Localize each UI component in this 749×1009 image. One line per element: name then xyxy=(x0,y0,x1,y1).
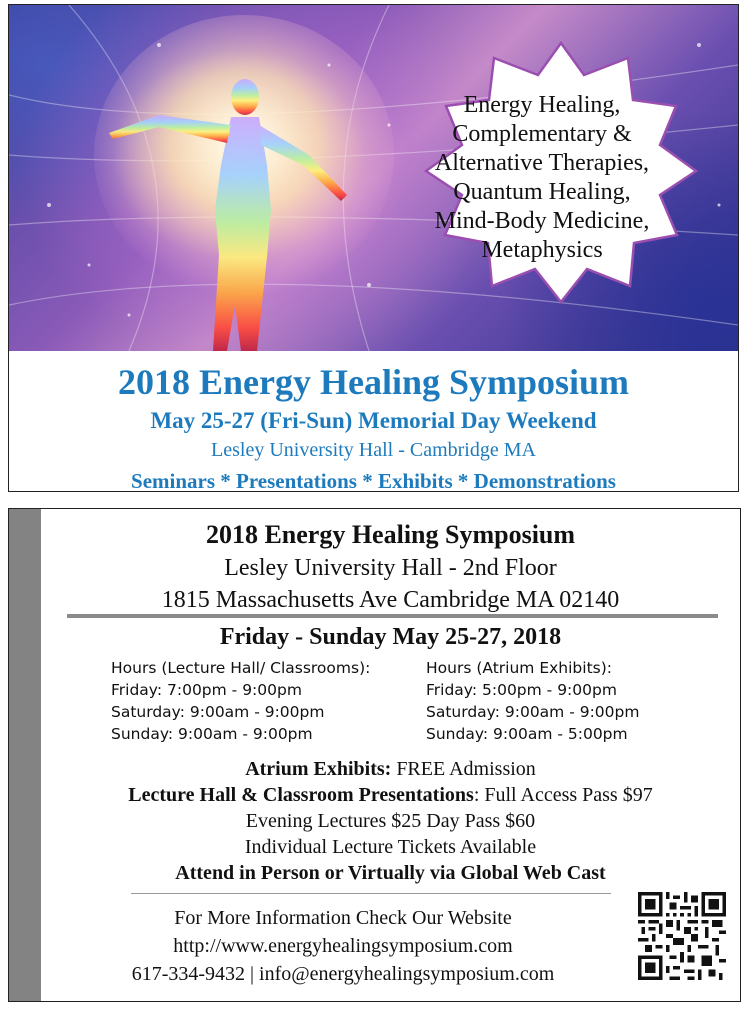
exhibits-label: Atrium Exhibits: xyxy=(245,758,392,780)
burst-line: Energy Healing, xyxy=(463,92,621,118)
qr-code-icon xyxy=(638,892,726,980)
divider xyxy=(131,893,611,894)
details-dates: Friday - Sunday May 25-27, 2018 xyxy=(219,624,562,650)
hours-atrium xyxy=(426,657,639,745)
hours-lecture xyxy=(111,657,370,745)
hours-saturday: Saturday: 9:00am - 9:00pm xyxy=(111,703,325,721)
contact-heading: For More Information Check Our Website xyxy=(174,907,512,929)
top-card xyxy=(8,4,739,492)
details-title: 2018 Energy Healing Symposium xyxy=(205,520,576,549)
burst-line: Metaphysics xyxy=(481,237,603,263)
starburst-text xyxy=(407,91,677,265)
hours-sunday: Sunday: 9:00am - 9:00pm xyxy=(111,725,313,743)
hours-friday: Friday: 7:00pm - 9:00pm xyxy=(111,681,302,699)
details-hall: Lesley University Hall - 2nd Floor xyxy=(224,555,557,581)
exhibits-value: FREE Admission xyxy=(391,758,536,780)
header-block xyxy=(9,353,738,492)
hours-saturday: Saturday: 9:00am - 9:00pm xyxy=(426,703,640,721)
burst-line: Quantum Healing, xyxy=(453,179,631,205)
event-dates: May 25-27 (Fri-Sun) Memorial Day Weekend xyxy=(150,408,597,433)
hours-sunday: Sunday: 9:00am - 5:00pm xyxy=(426,725,628,743)
side-bar xyxy=(9,509,41,1001)
divider xyxy=(67,614,718,618)
exhibits-line xyxy=(41,756,740,782)
details-address: 1815 Massachusetts Ave Cambridge MA 02140 xyxy=(161,587,620,613)
evening-line: Evening Lectures $25 Day Pass $60 xyxy=(245,810,536,832)
hours-heading: Hours (Lecture Hall/ Classrooms): xyxy=(111,659,371,677)
details-content xyxy=(41,509,740,1001)
details-card xyxy=(8,508,741,1002)
website-link[interactable]: http://www.energyhealingsymposium.com xyxy=(173,935,513,957)
lecture-line xyxy=(41,782,740,808)
individual-line: Individual Lecture Tickets Available xyxy=(244,836,537,858)
contact-block xyxy=(63,904,623,988)
hero-image xyxy=(9,5,738,351)
phone-email[interactable]: 617-334-9432 | info@energyhealingsymposium.com xyxy=(131,963,555,985)
burst-line: Mind-Body Medicine, xyxy=(434,208,650,234)
burst-line: Complementary & xyxy=(452,121,632,147)
hours-heading: Hours (Atrium Exhibits): xyxy=(426,659,612,677)
attend-line: Attend in Person or Virtually via Global Web Cast xyxy=(175,862,606,884)
event-title: 2018 Energy Healing Symposium xyxy=(117,362,630,402)
event-venue: Lesley University Hall - Cambridge MA xyxy=(211,439,536,461)
lecture-value: : Full Access Pass $97 xyxy=(473,784,653,806)
event-offerings: Seminars * Presentations * Exhibits * Demonstrations xyxy=(131,469,616,492)
lecture-label: Lecture Hall & Classroom Presentations xyxy=(128,784,474,806)
hours-friday: Friday: 5:00pm - 9:00pm xyxy=(426,681,617,699)
burst-line: Alternative Therapies, xyxy=(434,150,650,176)
